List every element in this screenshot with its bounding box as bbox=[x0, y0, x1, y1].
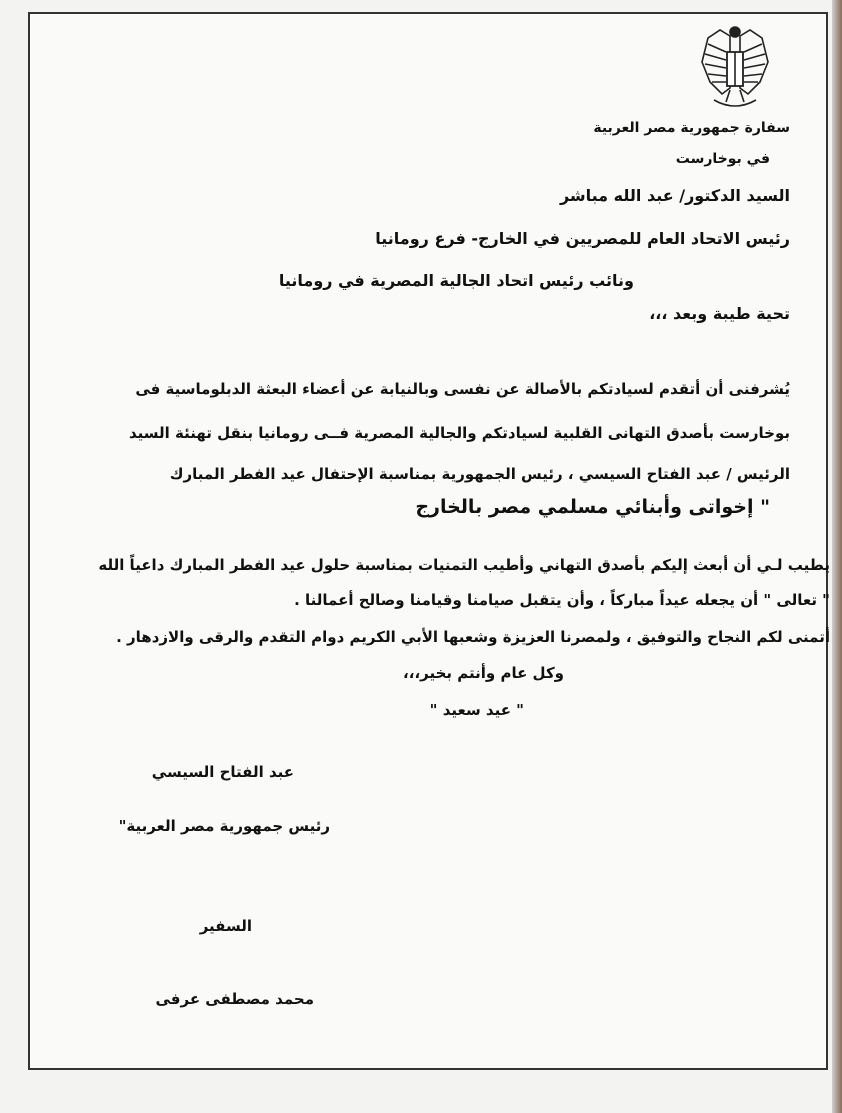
greeting: تحية طيبة وبعد ،،، bbox=[649, 304, 790, 323]
president-title: رئيس جمهورية مصر العربية" bbox=[118, 817, 330, 835]
embassy-city: في بوخارست bbox=[675, 151, 770, 167]
president-name: عبد الفتاح السيسي bbox=[151, 763, 294, 781]
recipient-title: رئيس الاتحاد العام للمصريين في الخارج- فرع رومانيا bbox=[375, 229, 790, 248]
ambassador-name: محمد مصطفى عرفى bbox=[155, 990, 314, 1008]
embassy-name: سفارة جمهورية مصر العربية bbox=[593, 120, 790, 136]
body-p2-line1: يطيب لـي أن أبعث إليكم بأصدق التهاني وأطيب التمنيات بمناسبة حلول عيد الفطر المبارك داعياً الله bbox=[98, 556, 830, 574]
eagle-emblem-icon bbox=[700, 22, 770, 110]
body-p3-line3: " عيد سعيد " bbox=[429, 701, 524, 719]
body-p1-line1: يُشرفنى أن أتقدم لسيادتكم بالأصالة عن نفسى وبالنيابة عن أعضاء البعثة الدبلوماسية فى bbox=[135, 380, 790, 398]
recipient-name: السيد الدكتور/ عبد الله مباشر bbox=[559, 186, 790, 205]
letter-page bbox=[28, 12, 828, 1070]
page-edge-shadow bbox=[832, 0, 842, 1113]
body-p3-line1: أتمنى لكم النجاح والتوفيق ، ولمصرنا العزيزة وشعبها الأبي الكريم دوام التقدم والرقى والازدهار . bbox=[116, 628, 830, 646]
ambassador-title: السفير bbox=[199, 917, 252, 935]
address-headline: " إخواتى وأبنائي مسلمي مصر بالخارج bbox=[415, 496, 770, 518]
body-p2-line2: " تعالى " أن يجعله عيداً مباركاً ، وأن يتقبل صيامنا وقيامنا وصالح أعمالنا . bbox=[294, 591, 830, 609]
body-p1-line3: الرئيس / عبد الفتاح السيسي ، رئيس الجمهورية بمناسبة الإحتفال عيد الفطر المبارك bbox=[169, 465, 790, 483]
body-p1-line2: بوخارست بأصدق التهانى القلبية لسيادتكم والجالية المصرية فــى رومانيا بنقل تهنئة السيد bbox=[129, 424, 790, 442]
body-p3-line2: وكل عام وأنتم بخير،،، bbox=[403, 664, 564, 682]
recipient-subtitle: ونائب رئيس اتحاد الجالية المصرية في رومانيا bbox=[278, 271, 634, 290]
